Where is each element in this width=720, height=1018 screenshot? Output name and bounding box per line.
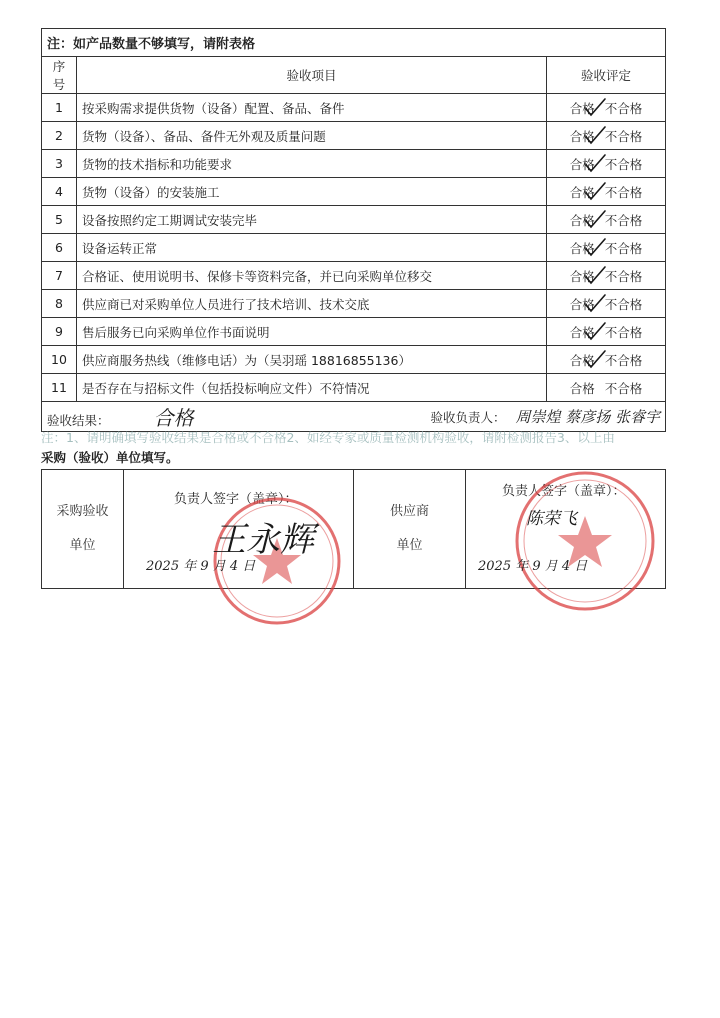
eval-pass-label: 合格 <box>569 352 595 368</box>
supplier-unit-label: 供应商 单位 <box>354 470 466 589</box>
eval-pass-label: 合格 <box>569 212 595 228</box>
buyer-date: 2025 年 9 月 4 日 <box>146 559 256 574</box>
row-eval <box>547 318 666 346</box>
row-eval <box>547 150 666 178</box>
row-item: 货物的技术指标和功能要求 <box>77 150 547 178</box>
top-note: 注：如产品数量不够填写，请附表格 <box>42 29 666 57</box>
header-seq: 序号 <box>42 57 77 94</box>
table-row <box>42 374 666 402</box>
manager-label: 验收负责人： <box>430 410 506 425</box>
check-mark-icon <box>583 152 607 174</box>
eval-pass-label: 合格 <box>569 100 595 116</box>
eval-fail-label: 不合格 <box>604 240 643 256</box>
buyer-unit-label: 采购验收 单位 <box>42 470 124 589</box>
eval-pass-label: 合格 <box>569 240 595 256</box>
footnote <box>41 428 665 468</box>
row-item: 货物（设备）的安装施工 <box>77 178 547 206</box>
eval-fail-label: 不合格 <box>604 128 643 144</box>
table-row <box>42 318 666 346</box>
table-row <box>42 262 666 290</box>
table-row <box>42 234 666 262</box>
eval-fail-label: 不合格 <box>604 184 643 200</box>
row-eval <box>547 374 666 402</box>
row-seq: 10 <box>42 346 77 374</box>
header-eval: 验收评定 <box>547 57 666 94</box>
row-eval <box>547 122 666 150</box>
header-row <box>42 57 666 94</box>
row-seq: 4 <box>42 178 77 206</box>
manager-signatures: 周崇煌 蔡彦扬 张睿宇 <box>515 408 661 426</box>
row-item: 供应商服务热线（维修电话）为（吴羽瑶 18816855136） <box>77 346 547 374</box>
supplier-sign-title: 负责人签字（盖章）： <box>502 484 626 499</box>
eval-pass-label: 合格 <box>569 296 595 312</box>
check-mark-icon <box>583 264 607 286</box>
acceptance-table <box>41 28 666 432</box>
eval-fail-label: 不合格 <box>604 352 643 368</box>
eval-fail-label: 不合格 <box>604 296 643 312</box>
check-mark-icon <box>583 348 607 370</box>
eval-fail-label: 不合格 <box>604 156 643 172</box>
row-item: 设备运转正常 <box>77 234 547 262</box>
eval-pass-label: 合格 <box>569 324 595 340</box>
row-eval <box>547 234 666 262</box>
eval-pass-label: 合格 <box>569 268 595 284</box>
buyer-signature: 王永辉 <box>212 520 314 560</box>
row-seq: 6 <box>42 234 77 262</box>
supplier-sign-cell <box>466 470 666 589</box>
row-eval <box>547 262 666 290</box>
check-mark-icon <box>583 124 607 146</box>
row-seq: 8 <box>42 290 77 318</box>
check-mark-icon <box>583 320 607 342</box>
row-item: 按采购需求提供货物（设备）配置、备品、备件 <box>77 94 547 122</box>
result-row <box>42 402 666 432</box>
check-mark-icon <box>583 292 607 314</box>
rows-body <box>42 94 666 402</box>
check-mark-icon <box>583 180 607 202</box>
footnote-line2: 采购（验收）单位填写。 <box>41 450 179 465</box>
check-mark-icon <box>583 96 607 118</box>
row-item: 货物（设备）、备品、备件无外观及质量问题 <box>77 122 547 150</box>
eval-fail-label: 不合格 <box>604 100 643 116</box>
eval-pass-label: 合格 <box>569 128 595 144</box>
row-item: 供应商已对采购单位人员进行了技术培训、技术交底 <box>77 290 547 318</box>
buyer-sign-cell <box>124 470 354 589</box>
table-row <box>42 150 666 178</box>
supplier-signature: 陈荣飞 <box>526 509 577 529</box>
table-row <box>42 206 666 234</box>
eval-pass-label: 合格 <box>569 184 595 200</box>
row-item: 是否存在与招标文件（包括投标响应文件）不符情况 <box>77 374 547 402</box>
supplier-seal-stamp <box>510 466 660 616</box>
eval-pass-label: 合格 <box>569 156 595 172</box>
row-eval <box>547 178 666 206</box>
check-mark-icon <box>583 236 607 258</box>
result-cell <box>42 402 666 432</box>
row-item: 合格证、使用说明书、保修卡等资料完备，并已向采购单位移交 <box>77 262 547 290</box>
row-item: 售后服务已向采购单位作书面说明 <box>77 318 547 346</box>
table-row <box>42 290 666 318</box>
footnote-line1: 注：1、请明确填写验收结果是合格或不合格2、如经专家或质量检测机构验收，请附检测报告3、以上由 <box>41 430 615 445</box>
row-seq: 3 <box>42 150 77 178</box>
row-eval <box>547 290 666 318</box>
row-seq: 11 <box>42 374 77 402</box>
result-value: 合格 <box>153 406 194 430</box>
check-mark-icon <box>583 208 607 230</box>
buyer-sign-title: 负责人签字（盖章）： <box>174 492 298 507</box>
eval-fail-label: 不合格 <box>604 380 643 396</box>
row-seq: 1 <box>42 94 77 122</box>
eval-pass-label: 合格 <box>569 380 595 396</box>
row-seq: 7 <box>42 262 77 290</box>
supplier-date: 2025 年 9 月 4 日 <box>478 559 588 574</box>
note-row <box>42 29 666 57</box>
table-row <box>42 94 666 122</box>
acceptance-sheet <box>41 28 665 432</box>
table-row <box>42 122 666 150</box>
signature-table <box>41 469 666 589</box>
table-row <box>42 346 666 374</box>
row-eval <box>547 346 666 374</box>
row-seq: 9 <box>42 318 77 346</box>
eval-fail-label: 不合格 <box>604 268 643 284</box>
row-item: 设备按照约定工期调试安装完毕 <box>77 206 547 234</box>
row-eval <box>547 206 666 234</box>
header-item: 验收项目 <box>77 57 547 94</box>
row-seq: 2 <box>42 122 77 150</box>
eval-fail-label: 不合格 <box>604 212 643 228</box>
result-label: 验收结果： <box>47 413 110 428</box>
row-seq: 5 <box>42 206 77 234</box>
table-row <box>42 178 666 206</box>
row-eval <box>547 94 666 122</box>
eval-fail-label: 不合格 <box>604 324 643 340</box>
